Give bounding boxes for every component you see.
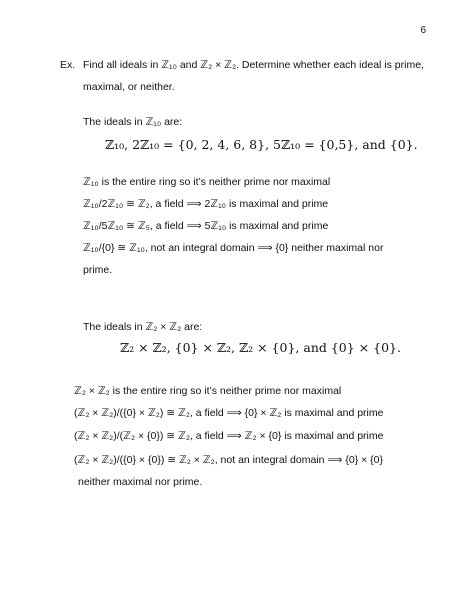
z2z2-intro: The ideals in ℤ₂ × ℤ₂ are: <box>83 321 203 333</box>
z10-analysis-line-4: ℤ₁₀/{0} ≅ ℤ₁₀, not an integral domain ⟹ {0} neither maximal nor <box>83 242 384 254</box>
z2z2-ideals-list: ℤ₂ × ℤ₂, {0} × ℤ₂, ℤ₂ × {0}, and {0} × {0}. <box>120 340 401 355</box>
z2z2-analysis-line-3: (ℤ₂ × ℤ₂)/(ℤ₂ × {0}) ≅ ℤ₂, a field ⟹ ℤ₂ × {0} is maximal and prime <box>74 430 384 442</box>
z2z2-analysis-line-4: (ℤ₂ × ℤ₂)/({0} × {0}) ≅ ℤ₂ × ℤ₂, not an integral domain ⟹ {0} × {0} <box>74 454 384 466</box>
z10-analysis-line-3: ℤ₁₀/5ℤ₁₀ ≅ ℤ₅, a field ⟹ 5ℤ₁₀ is maximal and prime <box>83 220 329 232</box>
page-number: 6 <box>420 25 426 36</box>
z2z2-analysis-line-2: (ℤ₂ × ℤ₂)/({0} × ℤ₂) ≅ ℤ₂, a field ⟹ {0} × ℤ₂ is maximal and prime <box>74 407 384 419</box>
exercise-prompt-line-2: maximal, or neither. <box>83 81 175 93</box>
z2z2-analysis-line-1: ℤ₂ × ℤ₂ is the entire ring so it’s neither prime nor maximal <box>74 385 342 397</box>
z10-ideals-list: ℤ₁₀, 2ℤ₁₀ = {0, 2, 4, 6, 8}, 5ℤ₁₀ = {0,5}, and {0}. <box>105 137 418 152</box>
z10-analysis-line-5: prime. <box>83 264 113 276</box>
z10-analysis-line-2: ℤ₁₀/2ℤ₁₀ ≅ ℤ₂, a field ⟹ 2ℤ₁₀ is maximal and prime <box>83 198 329 210</box>
z10-intro: The ideals in ℤ₁₀ are: <box>83 116 183 128</box>
z2z2-analysis-line-5: neither maximal nor prime. <box>78 476 203 488</box>
z10-analysis-line-1: ℤ₁₀ is the entire ring so it’s neither prime nor maximal <box>83 176 331 188</box>
exercise-prompt-line-1: Find all ideals in ℤ₁₀ and ℤ₂ × ℤ₂. Determine whether each ideal is prime, <box>83 59 424 71</box>
exercise-label: Ex. <box>60 59 76 71</box>
